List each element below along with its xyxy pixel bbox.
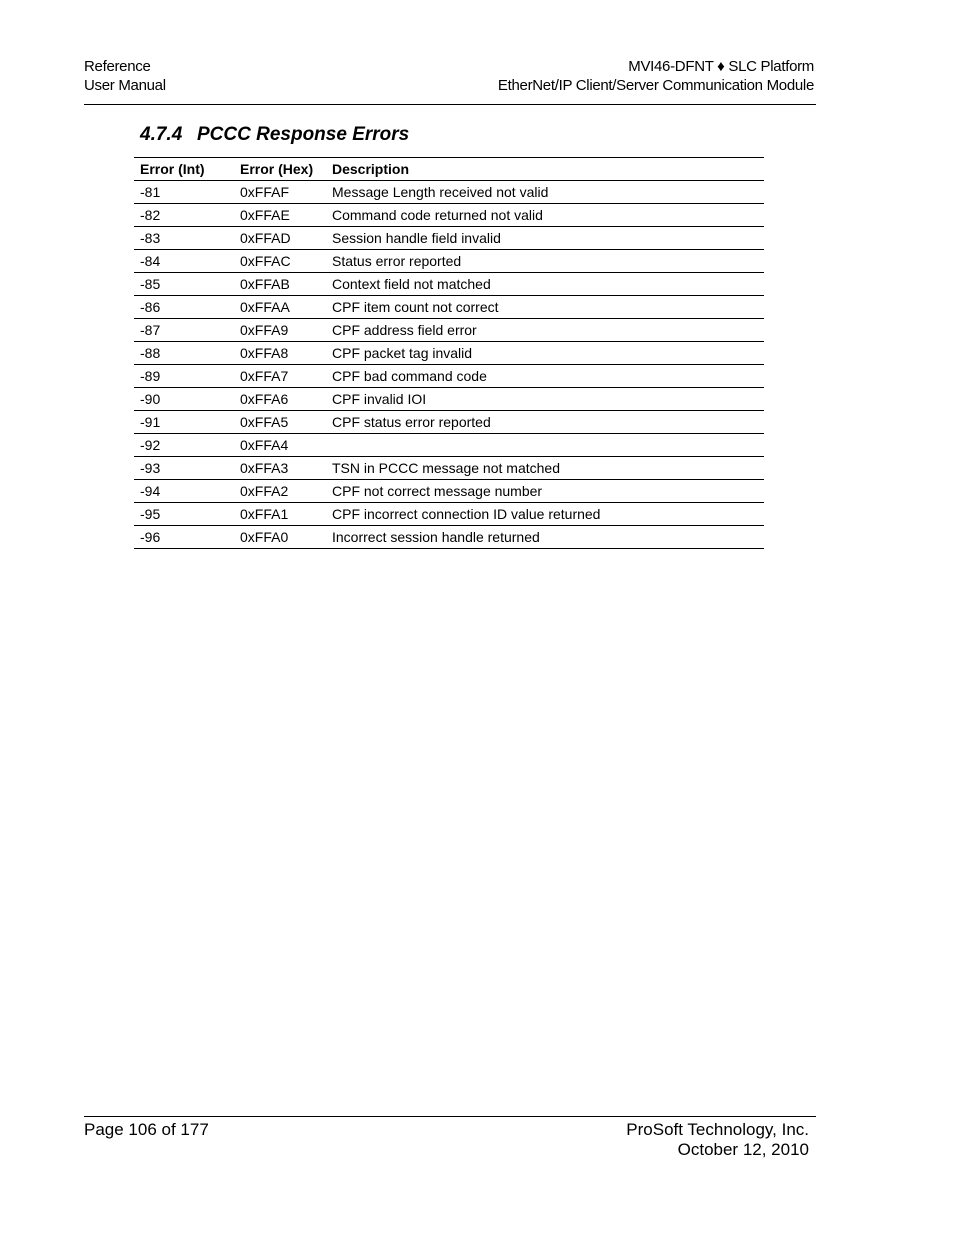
cell-error-int: -89: [134, 365, 234, 388]
cell-error-int: -96: [134, 526, 234, 549]
cell-description: CPF bad command code: [326, 365, 764, 388]
cell-error-hex: 0xFFA0: [234, 526, 326, 549]
cell-error-hex: 0xFFAB: [234, 273, 326, 296]
cell-error-int: -90: [134, 388, 234, 411]
cell-error-hex: 0xFFA4: [234, 434, 326, 457]
cell-description: CPF incorrect connection ID value returned: [326, 503, 764, 526]
table-row: [134, 365, 764, 388]
cell-description: TSN in PCCC message not matched: [326, 457, 764, 480]
cell-description: Command code returned not valid: [326, 204, 764, 227]
table-row: [134, 227, 764, 250]
table-row: [134, 526, 764, 549]
cell-description: Status error reported: [326, 250, 764, 273]
table-header-row: [134, 158, 764, 181]
page-number: Page 106 of 177: [84, 1120, 209, 1139]
cell-error-hex: 0xFFAF: [234, 181, 326, 204]
header-divider: [84, 104, 816, 105]
table-row: [134, 204, 764, 227]
page-footer-right: [626, 1120, 809, 1160]
table-row: [134, 503, 764, 526]
footer-date: October 12, 2010: [677, 1140, 809, 1159]
cell-error-int: -91: [134, 411, 234, 434]
cell-error-int: -85: [134, 273, 234, 296]
cell-error-int: -92: [134, 434, 234, 457]
cell-description: CPF invalid IOI: [326, 388, 764, 411]
section-number: 4.7.4: [140, 124, 183, 145]
cell-error-int: -81: [134, 181, 234, 204]
header-manual-label: User Manual: [84, 77, 166, 94]
column-header-description: Description: [326, 158, 764, 181]
table-row: [134, 250, 764, 273]
table-row: [134, 296, 764, 319]
cell-description: Session handle field invalid: [326, 227, 764, 250]
cell-description: Incorrect session handle returned: [326, 526, 764, 549]
cell-error-int: -84: [134, 250, 234, 273]
table-row: [134, 342, 764, 365]
header-product-label: MVI46-DFNT ♦ SLC Platform: [628, 58, 814, 75]
cell-error-int: -87: [134, 319, 234, 342]
cell-error-hex: 0xFFA2: [234, 480, 326, 503]
cell-error-int: -86: [134, 296, 234, 319]
cell-description: CPF not correct message number: [326, 480, 764, 503]
section-heading: [140, 123, 409, 147]
cell-description: CPF status error reported: [326, 411, 764, 434]
cell-error-int: -94: [134, 480, 234, 503]
table-row: [134, 434, 764, 457]
cell-description: CPF packet tag invalid: [326, 342, 764, 365]
table-row: [134, 319, 764, 342]
table-row: [134, 273, 764, 296]
cell-description: CPF item count not correct: [326, 296, 764, 319]
cell-error-hex: 0xFFA5: [234, 411, 326, 434]
section-title: PCCC Response Errors: [197, 124, 410, 145]
cell-error-hex: 0xFFA9: [234, 319, 326, 342]
cell-error-hex: 0xFFA7: [234, 365, 326, 388]
table-body: [134, 181, 764, 549]
cell-error-int: -88: [134, 342, 234, 365]
pccc-error-table: [134, 157, 764, 549]
page-header-left: [84, 57, 166, 95]
column-header-error-int: Error (Int): [134, 158, 234, 181]
footer-company: ProSoft Technology, Inc.: [626, 1120, 809, 1139]
cell-description: Context field not matched: [326, 273, 764, 296]
cell-error-hex: 0xFFAD: [234, 227, 326, 250]
table-row: [134, 411, 764, 434]
cell-error-int: -93: [134, 457, 234, 480]
cell-error-int: -83: [134, 227, 234, 250]
cell-error-hex: 0xFFA1: [234, 503, 326, 526]
cell-error-hex: 0xFFA6: [234, 388, 326, 411]
cell-error-hex: 0xFFAC: [234, 250, 326, 273]
table-row: [134, 480, 764, 503]
cell-error-hex: 0xFFAE: [234, 204, 326, 227]
cell-error-hex: 0xFFAA: [234, 296, 326, 319]
cell-description: [326, 434, 764, 457]
column-header-error-hex: Error (Hex): [234, 158, 326, 181]
page-header-right: [498, 57, 814, 95]
cell-error-hex: 0xFFA8: [234, 342, 326, 365]
header-section-label: Reference: [84, 58, 151, 75]
cell-description: Message Length received not valid: [326, 181, 764, 204]
table-row: [134, 457, 764, 480]
cell-error-int: -82: [134, 204, 234, 227]
footer-divider: [84, 1116, 816, 1117]
cell-description: CPF address field error: [326, 319, 764, 342]
cell-error-hex: 0xFFA3: [234, 457, 326, 480]
cell-error-int: -95: [134, 503, 234, 526]
table-row: [134, 181, 764, 204]
table-row: [134, 388, 764, 411]
header-module-label: EtherNet/IP Client/Server Communication Module: [497, 77, 814, 94]
